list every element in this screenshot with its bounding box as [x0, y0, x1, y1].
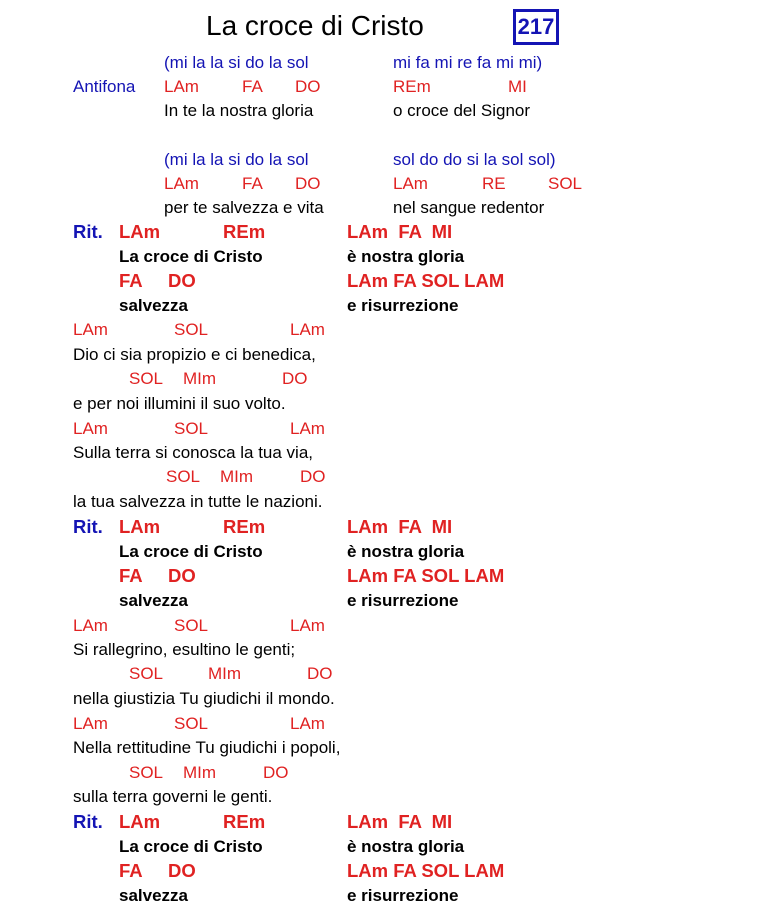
refrain-chords-right: LAm FA SOL LAM	[347, 565, 505, 586]
refrain-chords-right: LAm FA MI	[347, 221, 453, 242]
refrain-lyrics-right: e risurrezione	[347, 296, 459, 315]
refrain-lyrics-right: è nostra gloria	[347, 542, 465, 561]
refrain-chord: REm	[223, 221, 266, 242]
refrain-lyrics-right: è nostra gloria	[347, 247, 465, 266]
verse-chord: MIm	[183, 763, 217, 782]
antifona-chord: LAm	[393, 174, 428, 193]
song-number-badge: 217	[513, 9, 559, 45]
antifona-label: Antifona	[73, 77, 136, 96]
refrain-label: Rit.	[73, 221, 103, 242]
verse-chord: SOL	[174, 419, 209, 438]
antifona-notes-2-left: (mi la la si do la sol	[164, 150, 309, 169]
refrain-chord: FA	[119, 565, 143, 586]
verse-chord: DO	[307, 664, 333, 683]
refrain-lyrics-right: e risurrezione	[347, 886, 459, 905]
refrain-lyrics-right: e risurrezione	[347, 591, 459, 610]
verse-chord: SOL	[166, 467, 201, 486]
antifona-chord: MI	[508, 77, 527, 96]
verse-chord: MIm	[220, 467, 254, 486]
antifona-chord: FA	[242, 174, 263, 193]
page-title: La croce di Cristo	[206, 10, 424, 41]
refrain-chords-right: LAm FA MI	[347, 811, 453, 832]
verse-chord: MIm	[208, 664, 242, 683]
refrain-chord: DO	[168, 270, 196, 291]
refrain-lyrics-left: salvezza	[119, 591, 188, 610]
refrain-lyrics-left: salvezza	[119, 886, 188, 905]
refrain-chord: FA	[119, 270, 143, 291]
verse-chord: SOL	[129, 664, 164, 683]
refrain-chord: LAm	[119, 221, 161, 242]
antifona-notes-1-left: (mi la la si do la sol	[164, 53, 309, 72]
refrain-lyrics-left: La croce di Cristo	[119, 542, 263, 561]
refrain-lyrics-left: salvezza	[119, 296, 188, 315]
antifona-chord: LAm	[164, 77, 199, 96]
verse-line: e per noi illumini il suo volto.	[73, 394, 286, 413]
refrain-chord: LAm	[119, 811, 161, 832]
refrain-chords-right: LAm FA MI	[347, 516, 453, 537]
verse-chord: DO	[263, 763, 289, 782]
verse-chord: LAm	[73, 320, 108, 339]
antifona-lyrics-2-right: nel sangue redentor	[393, 198, 545, 217]
verse-line: Sulla terra si conosca la tua via,	[73, 443, 314, 462]
antifona-chord: REm	[393, 77, 431, 96]
antifona-lyrics-1-right: o croce del Signor	[393, 101, 531, 120]
antifona-lyrics-2-left: per te salvezza e vita	[164, 198, 324, 217]
antifona-chord: DO	[295, 77, 321, 96]
refrain-chord: LAm	[119, 516, 161, 537]
verse-chord: DO	[300, 467, 326, 486]
verse-chord: LAm	[73, 714, 108, 733]
antifona-chord: SOL	[548, 174, 583, 193]
refrain-chord: DO	[168, 565, 196, 586]
refrain-chord: FA	[119, 860, 143, 881]
verse-chord: SOL	[129, 763, 164, 782]
verse-line: la tua salvezza in tutte le nazioni.	[73, 492, 323, 511]
verse-chord: LAm	[290, 616, 325, 635]
antifona-lyrics-1-left: In te la nostra gloria	[164, 101, 314, 120]
verse-line: Dio ci sia propizio e ci benedica,	[73, 345, 316, 364]
refrain-chord: DO	[168, 860, 196, 881]
refrain-lyrics-left: La croce di Cristo	[119, 837, 263, 856]
refrain-chords-right: LAm FA SOL LAM	[347, 270, 505, 291]
refrain-chord: REm	[223, 516, 266, 537]
verse-chord: MIm	[183, 369, 217, 388]
verse-line: Nella rettitudine Tu giudichi i popoli,	[73, 738, 341, 757]
verse-chord: LAm	[290, 714, 325, 733]
antifona-chord: DO	[295, 174, 321, 193]
verse-chord: LAm	[73, 419, 108, 438]
antifona-chord: FA	[242, 77, 263, 96]
refrain-label: Rit.	[73, 811, 103, 832]
antifona-notes-1-right: mi fa mi re fa mi mi)	[393, 53, 543, 72]
verse-chord: SOL	[174, 616, 209, 635]
verse-line: sulla terra governi le genti.	[73, 787, 273, 806]
refrain-chord: REm	[223, 811, 266, 832]
antifona-chord: LAm	[164, 174, 199, 193]
verse-chord: SOL	[174, 714, 209, 733]
verse-chord: DO	[282, 369, 308, 388]
antifona-chord: RE	[482, 174, 506, 193]
refrain-chords-right: LAm FA SOL LAM	[347, 860, 505, 881]
verse-chord: SOL	[174, 320, 209, 339]
verse-chord: LAm	[290, 320, 325, 339]
verse-chord: LAm	[290, 419, 325, 438]
verse-chord: SOL	[129, 369, 164, 388]
refrain-lyrics-right: è nostra gloria	[347, 837, 465, 856]
refrain-label: Rit.	[73, 516, 103, 537]
antifona-notes-2-right: sol do do si la sol sol)	[393, 150, 556, 169]
verse-line: nella giustizia Tu giudichi il mondo.	[73, 689, 335, 708]
verse-line: Si rallegrino, esultino le genti;	[73, 640, 296, 659]
verse-chord: LAm	[73, 616, 108, 635]
refrain-lyrics-left: La croce di Cristo	[119, 247, 263, 266]
